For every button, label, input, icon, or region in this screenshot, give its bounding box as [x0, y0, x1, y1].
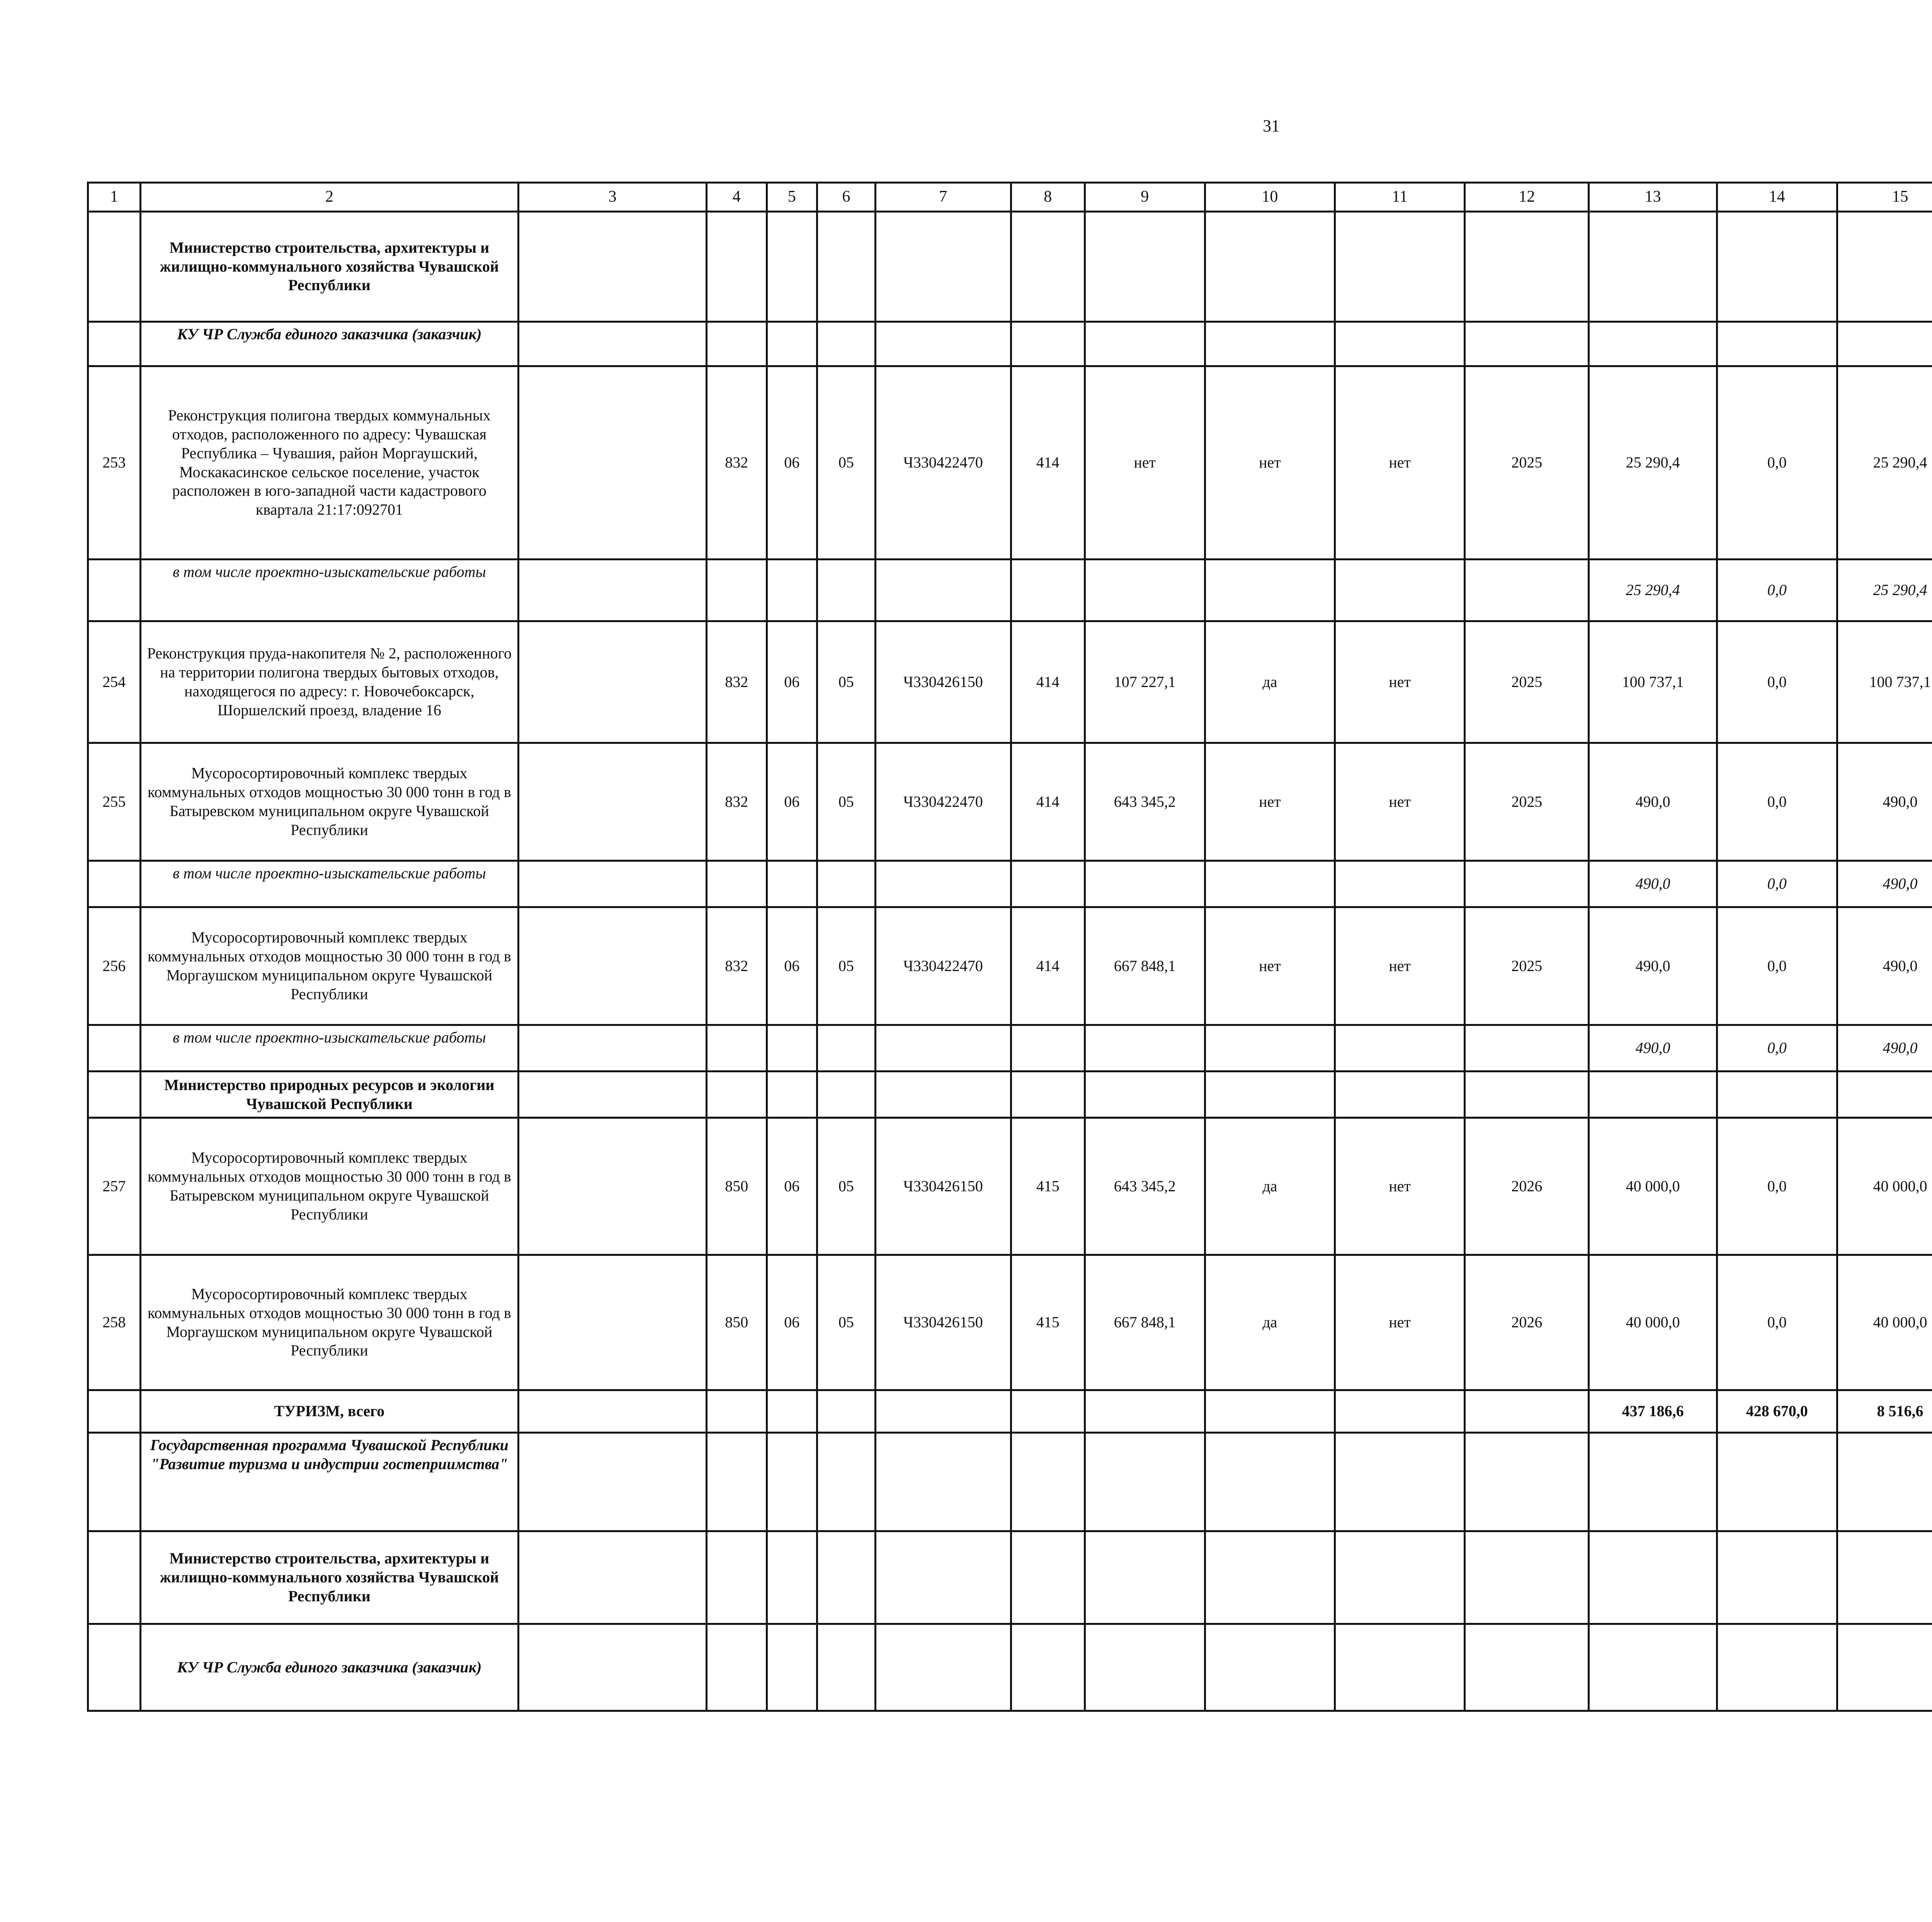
cell-value: 0,0: [1717, 861, 1837, 907]
cell-value: [1717, 322, 1837, 366]
cell-value: 0,0: [1717, 1025, 1837, 1072]
cell-value: 414: [1011, 366, 1085, 560]
section-row: [88, 212, 1932, 322]
cell-value: 850: [706, 1255, 767, 1390]
cell-value: [519, 1624, 707, 1711]
cell-value: [519, 1255, 707, 1390]
column-number: 14: [1717, 183, 1837, 212]
row-name: в том числе проектно-изыскательские работы: [140, 560, 519, 621]
cell-value: 2026: [1465, 1118, 1589, 1255]
cell-value: 100 737,1: [1589, 621, 1717, 743]
column-number: 3: [519, 183, 707, 212]
cell-value: Ч330426150: [875, 1255, 1011, 1390]
cell-value: да: [1205, 1118, 1335, 1255]
cell-value: [1335, 1624, 1465, 1711]
cell-value: 25 290,4: [1589, 366, 1717, 560]
cell-value: [706, 1072, 767, 1118]
cell-value: 414: [1011, 907, 1085, 1025]
cell-value: 0,0: [1717, 1255, 1837, 1390]
cell-value: [1205, 1390, 1335, 1433]
row-name: Министерство природных ресурсов и экологии Чувашской Республики: [140, 1072, 519, 1118]
cell-value: да: [1205, 621, 1335, 743]
column-number: 15: [1837, 183, 1932, 212]
cell-value: [1335, 322, 1465, 366]
cell-value: [1465, 1531, 1589, 1624]
cell-value: 05: [817, 1118, 876, 1255]
row-name: в том числе проектно-изыскательские работы: [140, 861, 519, 907]
cell-value: 2026: [1465, 1255, 1589, 1390]
cell-value: [1205, 861, 1335, 907]
cell-value: [1717, 1624, 1837, 1711]
cell-value: [817, 560, 876, 621]
cell-value: [519, 621, 707, 743]
cell-value: 415: [1011, 1118, 1085, 1255]
cell-value: [1837, 1531, 1932, 1624]
cell-value: 0,0: [1717, 366, 1837, 560]
cell-value: 414: [1011, 621, 1085, 743]
cell-value: [706, 560, 767, 621]
cell-value: [875, 1025, 1011, 1072]
cell-value: [519, 366, 707, 560]
cell-value: [1085, 322, 1205, 366]
cell-value: Ч330426150: [875, 1118, 1011, 1255]
row-name: Мусоросортировочный комплекс твердых коммунальных отходов мощностью 30 000 тонн в год в Моргаушском муниципальном округе Чувашской Республики: [140, 907, 519, 1025]
cell-value: нет: [1205, 743, 1335, 861]
column-number: 13: [1589, 183, 1717, 212]
cell-value: [1837, 212, 1932, 322]
cell-value: [1717, 212, 1837, 322]
cell-value: Ч330422470: [875, 743, 1011, 861]
cell-value: 05: [817, 366, 876, 560]
cell-value: Ч330422470: [875, 907, 1011, 1025]
cell-value: 667 848,1: [1085, 1255, 1205, 1390]
cell-value: нет: [1085, 366, 1205, 560]
cell-value: [706, 1025, 767, 1072]
column-number: 8: [1011, 183, 1085, 212]
cell-value: [519, 1072, 707, 1118]
cell-value: 2025: [1465, 907, 1589, 1025]
row-name: Мусоросортировочный комплекс твердых коммунальных отходов мощностью 30 000 тонн в год в Батыревском муниципальном округе Чувашской Республики: [140, 743, 519, 861]
table-row: [88, 1118, 1932, 1255]
cell-value: [817, 1390, 876, 1433]
cell-value: [1589, 322, 1717, 366]
cell-value: [1717, 1531, 1837, 1624]
cell-value: 40 000,0: [1589, 1118, 1717, 1255]
cell-value: 490,0: [1589, 1025, 1717, 1072]
cell-value: 2025: [1465, 366, 1589, 560]
cell-value: [1011, 1390, 1085, 1433]
cell-value: 40 000,0: [1837, 1118, 1932, 1255]
cell-value: [875, 1072, 1011, 1118]
cell-value: [767, 212, 817, 322]
cell-value: [1589, 1072, 1717, 1118]
row-name: Мусоросортировочный комплекс твердых коммунальных отходов мощностью 30 000 тонн в год в Батыревском муниципальном округе Чувашской Республики: [140, 1118, 519, 1255]
page-number: 31: [1263, 116, 1280, 135]
cell-value: нет: [1335, 1255, 1465, 1390]
section-row: [88, 322, 1932, 366]
cell-value: [1465, 1624, 1589, 1711]
cell-value: [1011, 322, 1085, 366]
cell-value: [706, 1624, 767, 1711]
section-row: [88, 1433, 1932, 1531]
total-row: [88, 1390, 1932, 1433]
cell-value: [817, 1433, 876, 1531]
cell-value: 25 290,4: [1589, 560, 1717, 621]
cell-value: [1011, 1531, 1085, 1624]
cell-value: [1205, 322, 1335, 366]
cell-value: 06: [767, 366, 817, 560]
cell-value: [706, 861, 767, 907]
cell-value: [519, 1433, 707, 1531]
cell-value: [1085, 1531, 1205, 1624]
cell-value: [1589, 1531, 1717, 1624]
section-row: [88, 1531, 1932, 1624]
cell-value: 06: [767, 1118, 817, 1255]
cell-value: 832: [706, 907, 767, 1025]
cell-value: 05: [817, 621, 876, 743]
column-number: 10: [1205, 183, 1335, 212]
cell-value: 05: [817, 907, 876, 1025]
cell-value: [1205, 1624, 1335, 1711]
table-row: [88, 621, 1932, 743]
row-number: [88, 861, 141, 907]
cell-value: 667 848,1: [1085, 907, 1205, 1025]
cell-value: 107 227,1: [1085, 621, 1205, 743]
column-number: 11: [1335, 183, 1465, 212]
cell-value: [767, 1025, 817, 1072]
section-row: [88, 560, 1932, 621]
cell-value: [1205, 1531, 1335, 1624]
cell-value: 832: [706, 366, 767, 560]
cell-value: [1465, 212, 1589, 322]
cell-value: 490,0: [1837, 907, 1932, 1025]
row-number: 253: [88, 366, 141, 560]
cell-value: [1085, 1072, 1205, 1118]
cell-value: [817, 861, 876, 907]
cell-value: Ч330422470: [875, 366, 1011, 560]
section-row: [88, 1025, 1932, 1072]
cell-value: [1717, 1072, 1837, 1118]
row-name: Мусоросортировочный комплекс твердых коммунальных отходов мощностью 30 000 тонн в год в Моргаушском муниципальном округе Чувашской Республики: [140, 1255, 519, 1390]
row-name: Реконструкция пруда-накопителя № 2, расположенного на территории полигона твердых бытовых отходов, находящегося по адресу: г. Новочебоксарск, Шоршелский проезд, владение 16: [140, 621, 519, 743]
cell-value: [1335, 861, 1465, 907]
cell-value: [1837, 1072, 1932, 1118]
cell-value: [706, 212, 767, 322]
cell-value: 0,0: [1717, 743, 1837, 861]
table-row: [88, 1255, 1932, 1390]
cell-value: [706, 1433, 767, 1531]
row-name: Государственная программа Чувашской Республики "Развитие туризма и индустрии гостеприимства": [140, 1433, 519, 1531]
column-number: 2: [140, 183, 519, 212]
section-row: [88, 861, 1932, 907]
cell-value: [1335, 1433, 1465, 1531]
cell-value: [1465, 322, 1589, 366]
cell-value: [1085, 212, 1205, 322]
cell-value: [1205, 1072, 1335, 1118]
section-row: [88, 1624, 1932, 1711]
cell-value: [1465, 1433, 1589, 1531]
column-number: 5: [767, 183, 817, 212]
cell-value: [1837, 1433, 1932, 1531]
cell-value: нет: [1335, 366, 1465, 560]
cell-value: [875, 560, 1011, 621]
cell-value: [767, 1390, 817, 1433]
cell-value: [817, 322, 876, 366]
table-row: [88, 366, 1932, 560]
cell-value: [1085, 1624, 1205, 1711]
cell-value: [1589, 1624, 1717, 1711]
column-number: 1: [88, 183, 141, 212]
cell-value: [1205, 1433, 1335, 1531]
cell-value: нет: [1335, 621, 1465, 743]
cell-value: [1465, 1390, 1589, 1433]
cell-value: 490,0: [1837, 743, 1932, 861]
cell-value: [1335, 1072, 1465, 1118]
cell-value: [1837, 1624, 1932, 1711]
cell-value: 0,0: [1717, 1118, 1837, 1255]
cell-value: 0,0: [1717, 907, 1837, 1025]
row-number: [88, 1624, 141, 1711]
row-name: Реконструкция полигона твердых коммунальных отходов, расположенного по адресу: Чувашская Республика – Чувашия, район Моргаушский, Москакасинское сельское поселение, участок расположен в юго-западной части кадастрового квартала 21:17:092701: [140, 366, 519, 560]
cell-value: [1011, 1025, 1085, 1072]
row-number: 255: [88, 743, 141, 861]
cell-value: 414: [1011, 743, 1085, 861]
section-row: [88, 1072, 1932, 1118]
cell-value: 05: [817, 1255, 876, 1390]
cell-value: [519, 743, 707, 861]
cell-value: 428 670,0: [1717, 1390, 1837, 1433]
cell-value: [817, 1072, 876, 1118]
cell-value: [1465, 861, 1589, 907]
column-number: 6: [817, 183, 876, 212]
row-number: [88, 1390, 141, 1433]
row-name: Министерство строительства, архитектуры и жилищно-коммунального хозяйства Чувашской Республики: [140, 1531, 519, 1624]
cell-value: [1335, 560, 1465, 621]
row-number: [88, 560, 141, 621]
cell-value: [1335, 1025, 1465, 1072]
cell-value: нет: [1335, 743, 1465, 861]
cell-value: [1011, 1433, 1085, 1531]
cell-value: [875, 861, 1011, 907]
row-number: [88, 212, 141, 322]
column-number: 7: [875, 183, 1011, 212]
cell-value: [1205, 560, 1335, 621]
cell-value: [875, 1433, 1011, 1531]
cell-value: [1465, 560, 1589, 621]
cell-value: 490,0: [1837, 1025, 1932, 1072]
cell-value: [817, 212, 876, 322]
cell-value: [706, 1531, 767, 1624]
row-name: в том числе проектно-изыскательские работы: [140, 1025, 519, 1072]
cell-value: 490,0: [1589, 743, 1717, 861]
column-number: 9: [1085, 183, 1205, 212]
cell-value: [817, 1531, 876, 1624]
cell-value: [817, 1025, 876, 1072]
cell-value: [1011, 212, 1085, 322]
cell-value: 8 516,6: [1837, 1390, 1932, 1433]
row-number: 256: [88, 907, 141, 1025]
cell-value: [767, 1072, 817, 1118]
cell-value: [767, 322, 817, 366]
cell-value: [1085, 861, 1205, 907]
cell-value: [875, 322, 1011, 366]
cell-value: [1011, 560, 1085, 621]
cell-value: [519, 1118, 707, 1255]
cell-value: [1085, 1025, 1205, 1072]
cell-value: нет: [1335, 907, 1465, 1025]
cell-value: 490,0: [1589, 861, 1717, 907]
cell-value: 490,0: [1837, 861, 1932, 907]
cell-value: 850: [706, 1118, 767, 1255]
column-number-row: [88, 183, 1932, 212]
budget-table: [87, 182, 1932, 1712]
cell-value: да: [1205, 1255, 1335, 1390]
row-name: ТУРИЗМ, всего: [140, 1390, 519, 1433]
row-number: [88, 1433, 141, 1531]
cell-value: [1837, 322, 1932, 366]
cell-value: 643 345,2: [1085, 743, 1205, 861]
cell-value: [1335, 1531, 1465, 1624]
cell-value: [1011, 1624, 1085, 1711]
cell-value: [1205, 1025, 1335, 1072]
cell-value: [767, 1531, 817, 1624]
cell-value: [519, 560, 707, 621]
row-name: КУ ЧР Служба единого заказчика (заказчик): [140, 322, 519, 366]
cell-value: [1085, 560, 1205, 621]
row-number: 257: [88, 1118, 141, 1255]
cell-value: [1589, 1433, 1717, 1531]
cell-value: [519, 1531, 707, 1624]
cell-value: [1011, 1072, 1085, 1118]
cell-value: [519, 212, 707, 322]
cell-value: [767, 560, 817, 621]
cell-value: нет: [1205, 366, 1335, 560]
cell-value: 643 345,2: [1085, 1118, 1205, 1255]
cell-value: [519, 1025, 707, 1072]
cell-value: [1465, 1025, 1589, 1072]
cell-value: 490,0: [1589, 907, 1717, 1025]
row-number: [88, 1072, 141, 1118]
cell-value: [519, 907, 707, 1025]
row-number: [88, 1531, 141, 1624]
cell-value: 832: [706, 621, 767, 743]
cell-value: [1205, 212, 1335, 322]
cell-value: 0,0: [1717, 621, 1837, 743]
column-number: 4: [706, 183, 767, 212]
cell-value: [767, 1624, 817, 1711]
cell-value: Ч330426150: [875, 621, 1011, 743]
cell-value: нет: [1335, 1118, 1465, 1255]
cell-value: [1335, 1390, 1465, 1433]
row-name: Министерство строительства, архитектуры и жилищно-коммунального хозяйства Чувашской Республики: [140, 212, 519, 322]
cell-value: [875, 1390, 1011, 1433]
cell-value: [1465, 1072, 1589, 1118]
cell-value: 415: [1011, 1255, 1085, 1390]
row-number: [88, 322, 141, 366]
row-name: КУ ЧР Служба единого заказчика (заказчик): [140, 1624, 519, 1711]
cell-value: [875, 212, 1011, 322]
row-number: 258: [88, 1255, 141, 1390]
cell-value: 2025: [1465, 621, 1589, 743]
table-row: [88, 743, 1932, 861]
cell-value: 40 000,0: [1589, 1255, 1717, 1390]
table-row: [88, 907, 1932, 1025]
cell-value: 437 186,6: [1589, 1390, 1717, 1433]
cell-value: 25 290,4: [1837, 366, 1932, 560]
cell-value: [1335, 212, 1465, 322]
cell-value: [1085, 1433, 1205, 1531]
cell-value: 0,0: [1717, 560, 1837, 621]
cell-value: [1589, 212, 1717, 322]
cell-value: [519, 322, 707, 366]
cell-value: 100 737,1: [1837, 621, 1932, 743]
column-number: 12: [1465, 183, 1589, 212]
cell-value: 2025: [1465, 743, 1589, 861]
cell-value: [875, 1531, 1011, 1624]
cell-value: [875, 1624, 1011, 1711]
cell-value: [767, 1433, 817, 1531]
row-number: 254: [88, 621, 141, 743]
cell-value: [1085, 1390, 1205, 1433]
cell-value: 05: [817, 743, 876, 861]
cell-value: 06: [767, 907, 817, 1025]
cell-value: [519, 1390, 707, 1433]
cell-value: [706, 1390, 767, 1433]
cell-value: 25 290,4: [1837, 560, 1932, 621]
cell-value: [706, 322, 767, 366]
cell-value: [1717, 1433, 1837, 1531]
cell-value: 40 000,0: [1837, 1255, 1932, 1390]
cell-value: 06: [767, 743, 817, 861]
row-number: [88, 1025, 141, 1072]
cell-value: [817, 1624, 876, 1711]
cell-value: [519, 861, 707, 907]
cell-value: 06: [767, 1255, 817, 1390]
cell-value: 06: [767, 621, 817, 743]
cell-value: нет: [1205, 907, 1335, 1025]
cell-value: [767, 861, 817, 907]
cell-value: 832: [706, 743, 767, 861]
cell-value: [1011, 861, 1085, 907]
